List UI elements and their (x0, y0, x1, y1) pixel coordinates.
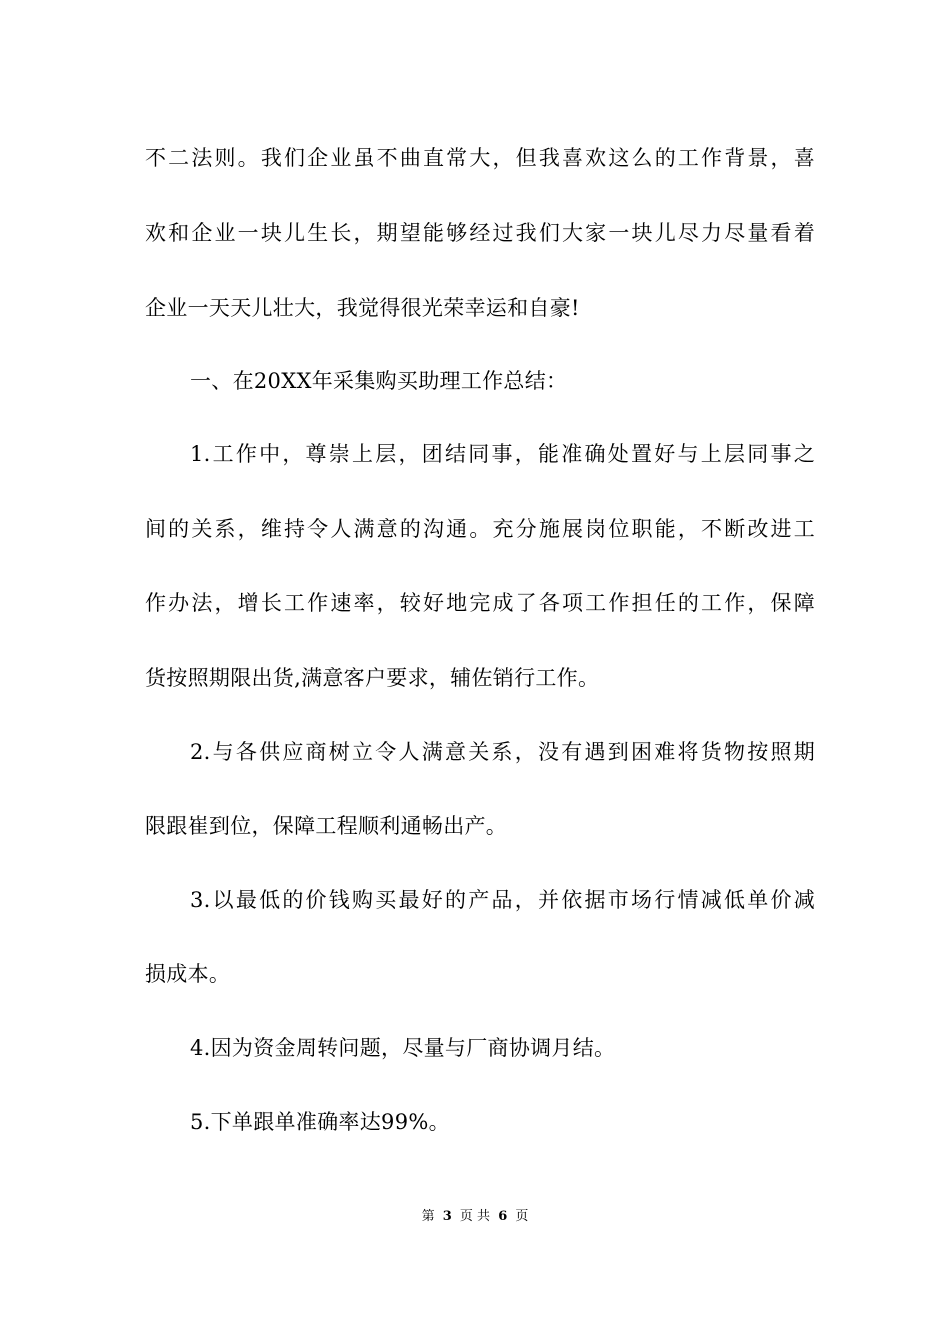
footer-total-pages: 6 (498, 1209, 508, 1224)
list-item-line: 4.因为资金周转问题，尽量与厂商协调月结。 (190, 1036, 616, 1060)
paragraph-line: 企业一天天儿壮大，我觉得很光荣幸运和自豪! (145, 296, 580, 320)
paragraph-line: 不二法则。我们企业虽不曲直常大，但我喜欢这么的工作背景，喜 (145, 146, 815, 170)
paragraph-line: 货按照期限出货,满意客户要求，辅佐销行工作。 (145, 666, 600, 690)
paragraph-line: 损成本。 (145, 962, 231, 986)
footer-suffix: 页 (515, 1209, 529, 1224)
footer-current-page: 3 (442, 1209, 452, 1224)
footer-middle: 页 共 (459, 1209, 491, 1224)
list-item-line: 3.以最低的价钱购买最好的产品，并依据市场行情减低单价减 (190, 888, 815, 912)
paragraph-line: 限跟崔到位，保障工程顺利通畅出产。 (145, 814, 508, 838)
section-heading: 一、在20XX年采集购买助理工作总结： (190, 369, 568, 393)
paragraph-line: 作办法，增长工作速率，较好地完成了各项工作担任的工作，保障 (145, 591, 815, 615)
list-item-line: 5.下单跟单准确率达99%。 (190, 1110, 450, 1134)
footer-prefix: 第 (421, 1209, 435, 1224)
list-item-line: 1.工作中，尊崇上层，团结同事，能准确处置好与上层同事之 (190, 442, 815, 466)
paragraph-line: 欢和企业一块儿生长，期望能够经过我们大家一块儿尽力尽量看着 (145, 221, 815, 245)
paragraph-line: 间的关系，维持令人满意的沟通。充分施展岗位职能，不断改进工 (145, 517, 815, 541)
list-item-line: 2.与各供应商树立令人满意关系，没有遇到困难将货物按照期 (190, 740, 815, 764)
page-footer (0, 1208, 950, 1226)
